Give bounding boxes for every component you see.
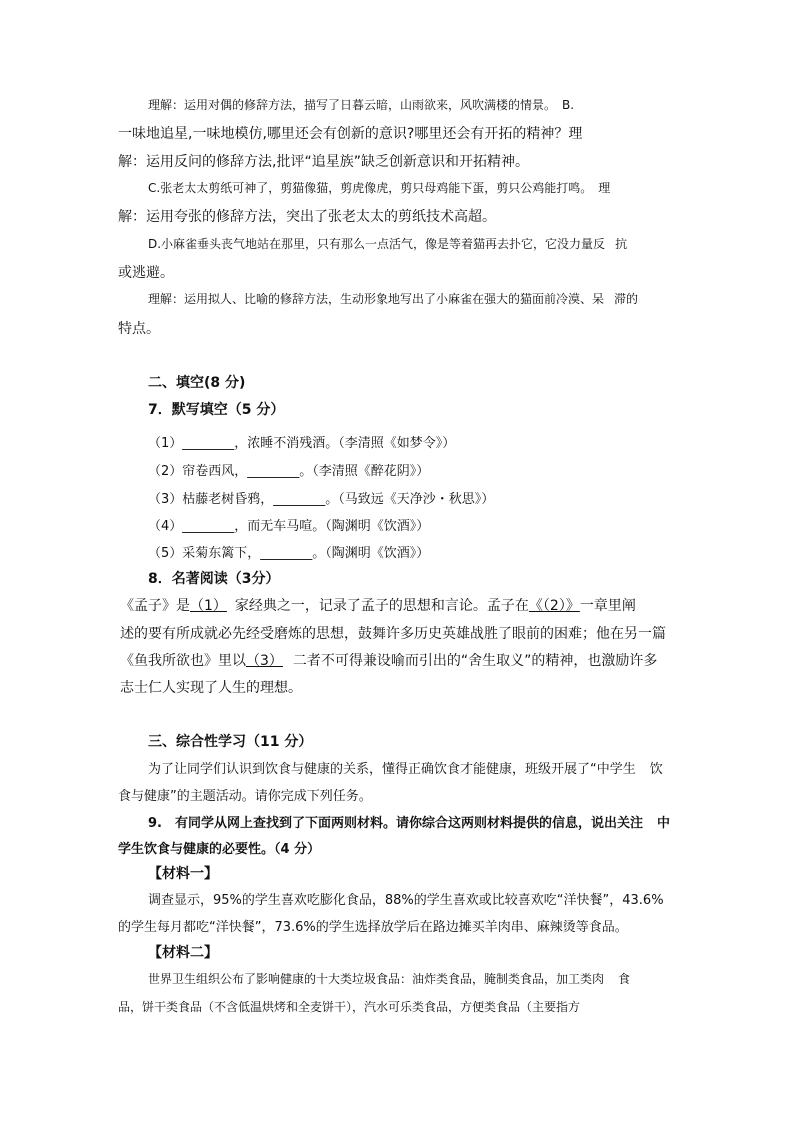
material-one-label: 【材料一】 bbox=[148, 866, 218, 882]
material-two-label: 【材料二】 bbox=[148, 945, 218, 961]
option-b-sentence: 一味地追星,一味地模仿,哪里还会有创新的意识?哪里还会有开拓的精神？理 bbox=[118, 126, 583, 142]
blank-1: （1） bbox=[190, 598, 227, 614]
material-two-line-2: 品，饼干类食品（不含低温烘烤和全麦饼干），汽水可乐类食品，方便类食品（主要指方 bbox=[118, 1000, 581, 1014]
option-c-explanation: 解：运用夸张的修辞方法，突出了张老太太的剪纸技术高超。 bbox=[118, 209, 496, 225]
section-three-heading: 三、综合性学习（11 分） bbox=[148, 734, 313, 750]
material-two-line-1: 世界卫生组织公布了影响健康的十大类垃圾食品：油炸类食品，腌制类食品，加工类肉 食 bbox=[148, 972, 631, 986]
option-d-sentence: D.小麻雀垂头丧气地站在那里，只有那么一点活气，像是等着猫再去扑它，它没力量反 抗 bbox=[148, 237, 628, 251]
option-b-explanation: 解：运用反问的修辞方法,批评“追星族”缺乏创新意识和开拓精神。 bbox=[118, 154, 529, 170]
fill-blank-3: （3）枯藤老树昏鸦，________。（马致远《天净沙・秋思》） bbox=[148, 492, 495, 507]
activity-intro-2: 食与健康”的主题活动。请你完成下列任务。 bbox=[118, 789, 372, 804]
question-8-line-1: 《孟子》是（1） 家经典之一，记录了孟子的思想和言论。孟子在《（2）》一章里阐 bbox=[120, 598, 636, 614]
blank-3: （3） bbox=[246, 653, 283, 669]
fill-blank-1: （1）________，浓睡不消残酒。（李清照《如梦令》） bbox=[148, 436, 456, 451]
fill-blank-2: （2）帘卷西风，________。（李清照《醉花阴》） bbox=[148, 464, 430, 479]
option-d-explanation-end: 特点。 bbox=[118, 321, 160, 337]
section-two-heading: 二、填空(8 分) bbox=[148, 375, 246, 391]
option-d-explanation: 理解：运用拟人、比喻的修辞方法，生动形象地写出了小麻雀在强大的猫面前冷漠、呆 滞的 bbox=[148, 292, 639, 306]
material-one-line-1: 调查显示，95%的学生喜欢吃膨化食品，88%的学生喜欢或比较喜欢吃“洋快餐”，43.6% bbox=[148, 893, 664, 908]
blank-2: 《（2）》 bbox=[528, 598, 580, 614]
option-d-sentence-end: 或逃避。 bbox=[118, 265, 174, 281]
question-8-title: 8．名著阅读（3分） bbox=[148, 571, 280, 587]
fill-blank-4: （4）________，而无车马喧。（陶渊明《饮酒》） bbox=[148, 519, 430, 534]
answer-a-explanation: 理解：运用对偶的修辞方法，描写了日暮云暗，山雨欲来，风吹满楼的情景。 B. bbox=[148, 98, 575, 112]
activity-intro-1: 为了让同学们认识到饮食与健康的关系，懂得正确饮食才能健康，班级开展了“中学生 饮 bbox=[148, 762, 663, 777]
option-c-sentence: C.张老太太剪纸可神了，剪猫像猫，剪虎像虎，剪只母鸡能下蛋，剪只公鸡能打鸣。 理 bbox=[148, 181, 611, 195]
material-one-line-2: 的学生每月都吃“洋快餐”，73.6%的学生选择放学后在路边摊买羊肉串、麻辣烫等食品。 bbox=[118, 920, 628, 935]
question-9-line-2: 学生饮食与健康的必要性。（4 分） bbox=[118, 842, 321, 857]
question-8-line-4: 志士仁人实现了人生的理想。 bbox=[120, 680, 302, 696]
question-8-line-3: 《鱼我所欲也》里以（3） 二者不可得兼设喻而引出的“舍生取义”的精神，也激励许多 bbox=[120, 653, 658, 669]
question-9-line-1: 9. 有同学从网上查找到了下面两则材料。请你综合这两则材料提供的信息，说出关注 中 bbox=[148, 816, 671, 831]
question-7-title: 7．默写填空（5 分） bbox=[148, 402, 285, 418]
question-8-line-2: 述的要有所成就必先经受磨炼的思想，鼓舞许多历史英雄战胜了眼前的困难；他在另一篇 bbox=[120, 626, 666, 642]
fill-blank-5: （5）采菊东篱下，________。（陶渊明《饮酒》） bbox=[148, 546, 430, 561]
